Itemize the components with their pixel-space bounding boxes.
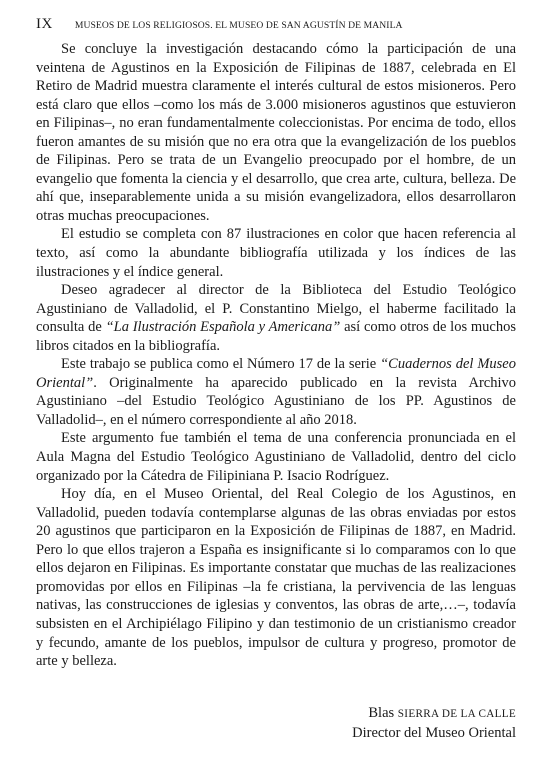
text-segment: Hoy día, en el Museo Oriental, del Real Colegio de los Agustinos, en Valladolid, pueden todavía contemplarse algunas de las obras enviadas por estos 20 agustinos que participaron en la Exposición de Filipinas de 1887, en Madrid. Pero lo que ellos trajeron a España es insignificante si lo comparamos con lo que ellos dejaron en Filipinas. Es importante constatar que muchas de las realizaciones promovidas por ellos en Filipinas –la fe cristiana, la pervivencia de las lenguas nativas, las construcciones de iglesias y conventos, las obras de arte,…–, todavía subsisten en el Archipiélago Filipino y dan testimonio de un cristianismo creador y fecundo, amante de los pueblos, impulsor de cultura y progreso, promotor de arte y belleza. — [36, 486, 516, 670]
text-segment: . Originalmente ha aparecido publicado en la revista Archivo Agustiniano –del Estudio Teológico Agustiniano de los PP. Agustinos de Valladolid–, en el número correspondiente al año 2018. — [36, 374, 516, 428]
text-segment: Este trabajo se publica como el Número 17 de la serie — [61, 356, 381, 373]
signature-first-name: Blas — [368, 705, 395, 721]
paragraph — [36, 225, 516, 281]
italic-title: “La Ilustración Española y Americana” — [105, 319, 341, 336]
signature-name — [352, 704, 516, 724]
text-segment: así como otros de los muchos libros citados en la bibliografía. — [36, 319, 516, 354]
signature-role: Director del Museo Oriental — [352, 725, 516, 741]
text-segment: Este argumento fue también el tema de una conferencia pronunciada en el Aula Magna del Estudio Teológico Agustiniano de Valladolid, dentro del ciclo organizado por la Cátedra de Filipiniana P. Isacio Rodríguez. — [36, 430, 516, 484]
page-number: IX — [36, 16, 53, 32]
paragraph — [36, 429, 516, 485]
signature — [352, 704, 516, 743]
body-text — [36, 40, 516, 671]
signature-surname: SIERRA DE LA CALLE — [397, 708, 516, 720]
paragraph — [36, 355, 516, 429]
text-segment: Deseo agradecer al director de la Biblioteca del Estudio Teológico Agustiniano de Valladolid, el P. Constantino Mielgo, el haberme facilitado la consulta de — [36, 282, 516, 336]
italic-title: “Cuadernos del Museo Oriental” — [36, 356, 516, 391]
running-title: MUSEOS DE LOS RELIGIOSOS. EL MUSEO DE SAN AGUSTÍN DE MANILA — [74, 20, 403, 31]
paragraph — [36, 485, 516, 670]
running-header — [36, 16, 516, 36]
text-segment: Se concluye la investigación destacando cómo la participación de una veintena de Agustinos en la Exposición de Filipinas de 1887, celebrada en El Retiro de Madrid muestra claramente el interés cultural de estos misioneros. Pero está claro que ellos –como los más de 3.000 misioneros agustinos que estuvieron en Filipinas–, no eran fundamentalmente coleccionistas. Por encima de todo, ellos fueron amantes de su misión que no era otra que la evangelización de los pueblos de Filipinas. Pero se trata de un Evangelio preocupado por el hombre, de un evangelio que fomenta la ciencia y el desarrollo, que crea arte, cultura, belleza. De ahí que, inseparablemente unida a su misión evangelizadora, ellos desarrollaron otras muchas preocupaciones. — [36, 41, 516, 224]
paragraph — [36, 281, 516, 355]
text-segment: El estudio se completa con 87 ilustraciones en color que hacen referencia al texto, así como la abundante bibliografía utilizada y los índices de las ilustraciones y el índice general. — [36, 226, 516, 280]
paragraph — [36, 40, 516, 225]
